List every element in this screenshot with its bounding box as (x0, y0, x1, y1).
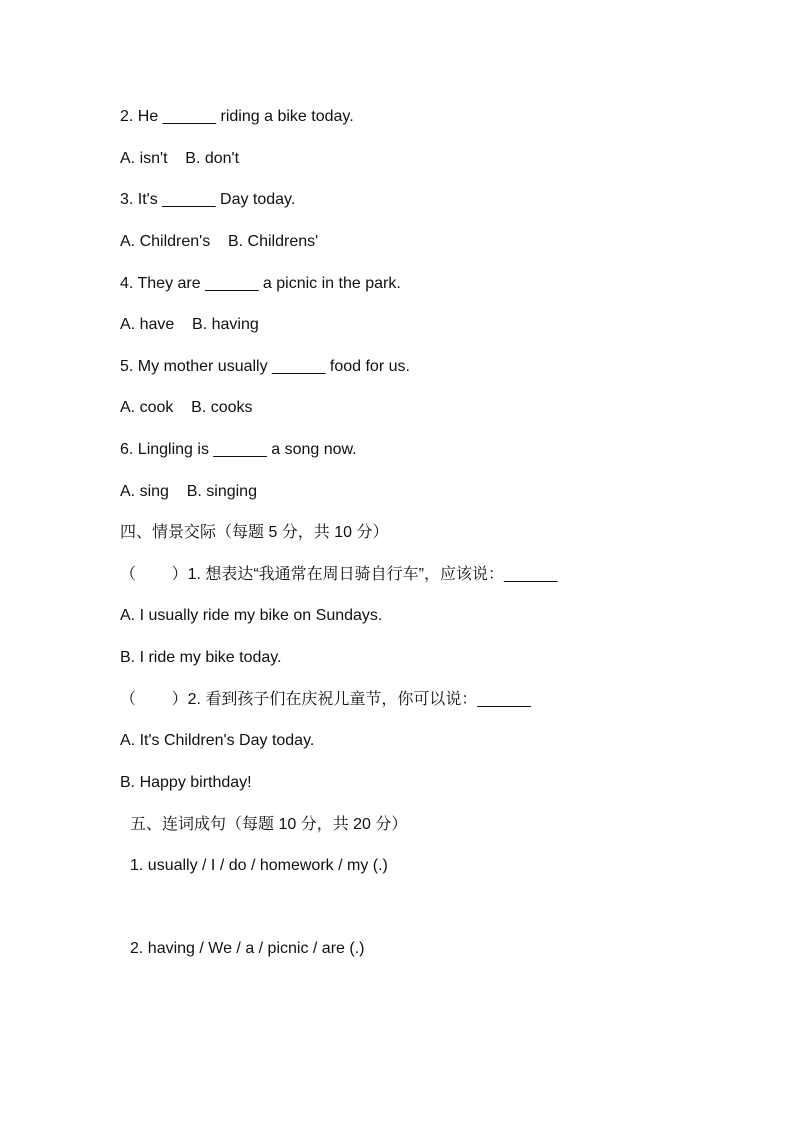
section-4-question-1: （ ）1. 想表达“我通常在周日骑自行车”，应该说：______ (120, 566, 558, 583)
question-6-options: A. sing B. singing (120, 483, 257, 500)
question-4: 4. They are ______ a picnic in the park. (120, 275, 401, 292)
question-3: 3. It's ______ Day today. (120, 191, 296, 208)
question-2: 2. He ______ riding a bike today. (120, 108, 354, 125)
section-4-question-2-option-a: A. It's Children's Day today. (120, 732, 315, 749)
question-2-options: A. isn't B. don't (120, 150, 240, 167)
question-4-options: A. have B. having (120, 316, 259, 333)
section-4-question-1-option-a: A. I usually ride my bike on Sundays. (120, 607, 383, 624)
section-5-question-2: 2. having / We / a / picnic / are (.) (130, 940, 365, 957)
question-5-options: A. cook B. cooks (120, 399, 253, 416)
section-4-question-1-option-b: B. I ride my bike today. (120, 649, 282, 666)
section-5-title: 五、连词成句（每题 10 分，共 20 分） (130, 816, 408, 833)
section-4-question-2-option-b: B. Happy birthday! (120, 774, 252, 791)
question-5: 5. My mother usually ______ food for us. (120, 358, 410, 375)
section-4-question-2: （ ）2. 看到孩子们在庆祝儿童节，你可以说：______ (120, 691, 531, 708)
question-3-options: A. Children's B. Childrens' (120, 233, 319, 250)
question-6: 6. Lingling is ______ a song now. (120, 441, 357, 458)
section-5-question-1: 1. usually / I / do / homework / my (.) (130, 857, 388, 874)
section-4-title: 四、情景交际（每题 5 分，共 10 分） (120, 524, 389, 541)
